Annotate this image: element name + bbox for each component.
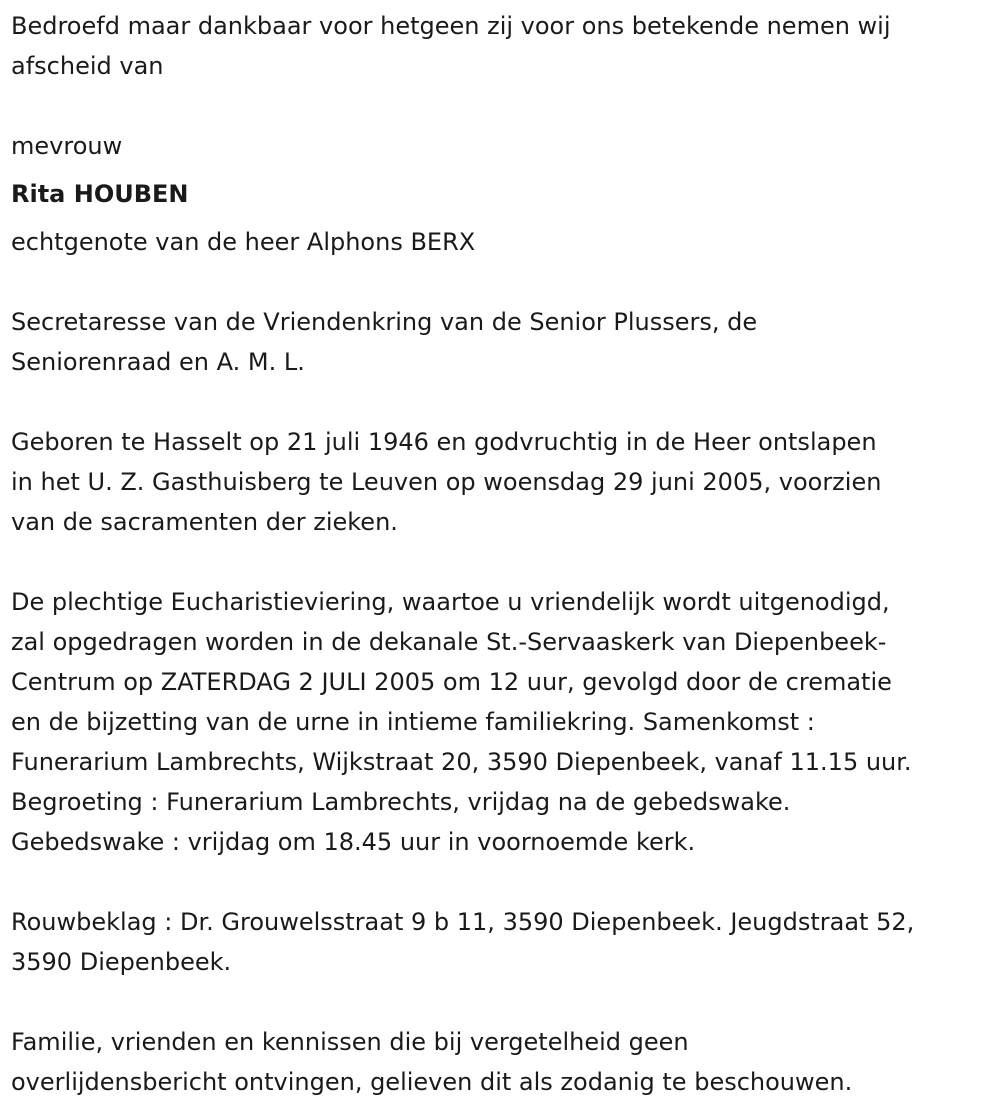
roles-line: Seniorenraad en A. M. L. [11, 348, 305, 376]
closing-line: overlijdensbericht ontvingen, gelieven dit als zodanig te beschouwen. [11, 1068, 853, 1096]
intro-line: Bedroefd maar dankbaar voor hetgeen zij voor ons betekende nemen wij [11, 12, 891, 40]
ceremony-line: Begroeting : Funerarium Lambrechts, vrijdag na de gebedswake. [11, 788, 791, 816]
ceremony-line: Centrum op ZATERDAG 2 JULI 2005 om 12 uur, gevolgd door de crematie [11, 668, 892, 696]
birth-death-line: Geboren te Hasselt op 21 juli 1946 en godvruchtig in de Heer ontslapen [11, 428, 877, 456]
ceremony-paragraph [11, 582, 996, 862]
deceased-name-text: Rita HOUBEN [11, 180, 189, 208]
birth-death-line: in het U. Z. Gasthuisberg te Leuven op woensdag 29 juni 2005, voorzien [11, 468, 882, 496]
ceremony-line: De plechtige Eucharistieviering, waartoe u vriendelijk wordt uitgenodigd, [11, 588, 890, 616]
spouse-text: echtgenote van de heer Alphons BERX [11, 228, 476, 256]
ceremony-line: Gebedswake : vrijdag om 18.45 uur in voornoemde kerk. [11, 828, 696, 856]
closing-line: Familie, vrienden en kennissen die bij vergetelheid geen [11, 1028, 689, 1056]
intro-paragraph [11, 6, 996, 86]
roles-line: Secretaresse van de Vriendenkring van de Senior Plussers, de [11, 308, 758, 336]
intro-line: afscheid van [11, 52, 164, 80]
birth-death-line: van de sacramenten der zieken. [11, 508, 398, 536]
closing-paragraph [11, 1022, 996, 1102]
condolences-line: Rouwbeklag : Dr. Grouwelsstraat 9 b 11, 3590 Diepenbeek. Jeugdstraat 52, [11, 908, 915, 936]
ceremony-line: en de bijzetting van de urne in intieme familiekring. Samenkomst : [11, 708, 815, 736]
salutation-text: mevrouw [11, 132, 123, 160]
spouse-line [11, 222, 996, 262]
deceased-name [11, 174, 996, 214]
condolences-line: 3590 Diepenbeek. [11, 948, 232, 976]
condolences-paragraph [11, 902, 996, 982]
ceremony-line: zal opgedragen worden in de dekanale St.-Servaaskerk van Diepenbeek- [11, 628, 887, 656]
ceremony-line: Funerarium Lambrechts, Wijkstraat 20, 3590 Diepenbeek, vanaf 11.15 uur. [11, 748, 912, 776]
birth-death-paragraph [11, 422, 996, 542]
roles-paragraph [11, 302, 996, 382]
salutation [11, 126, 996, 166]
